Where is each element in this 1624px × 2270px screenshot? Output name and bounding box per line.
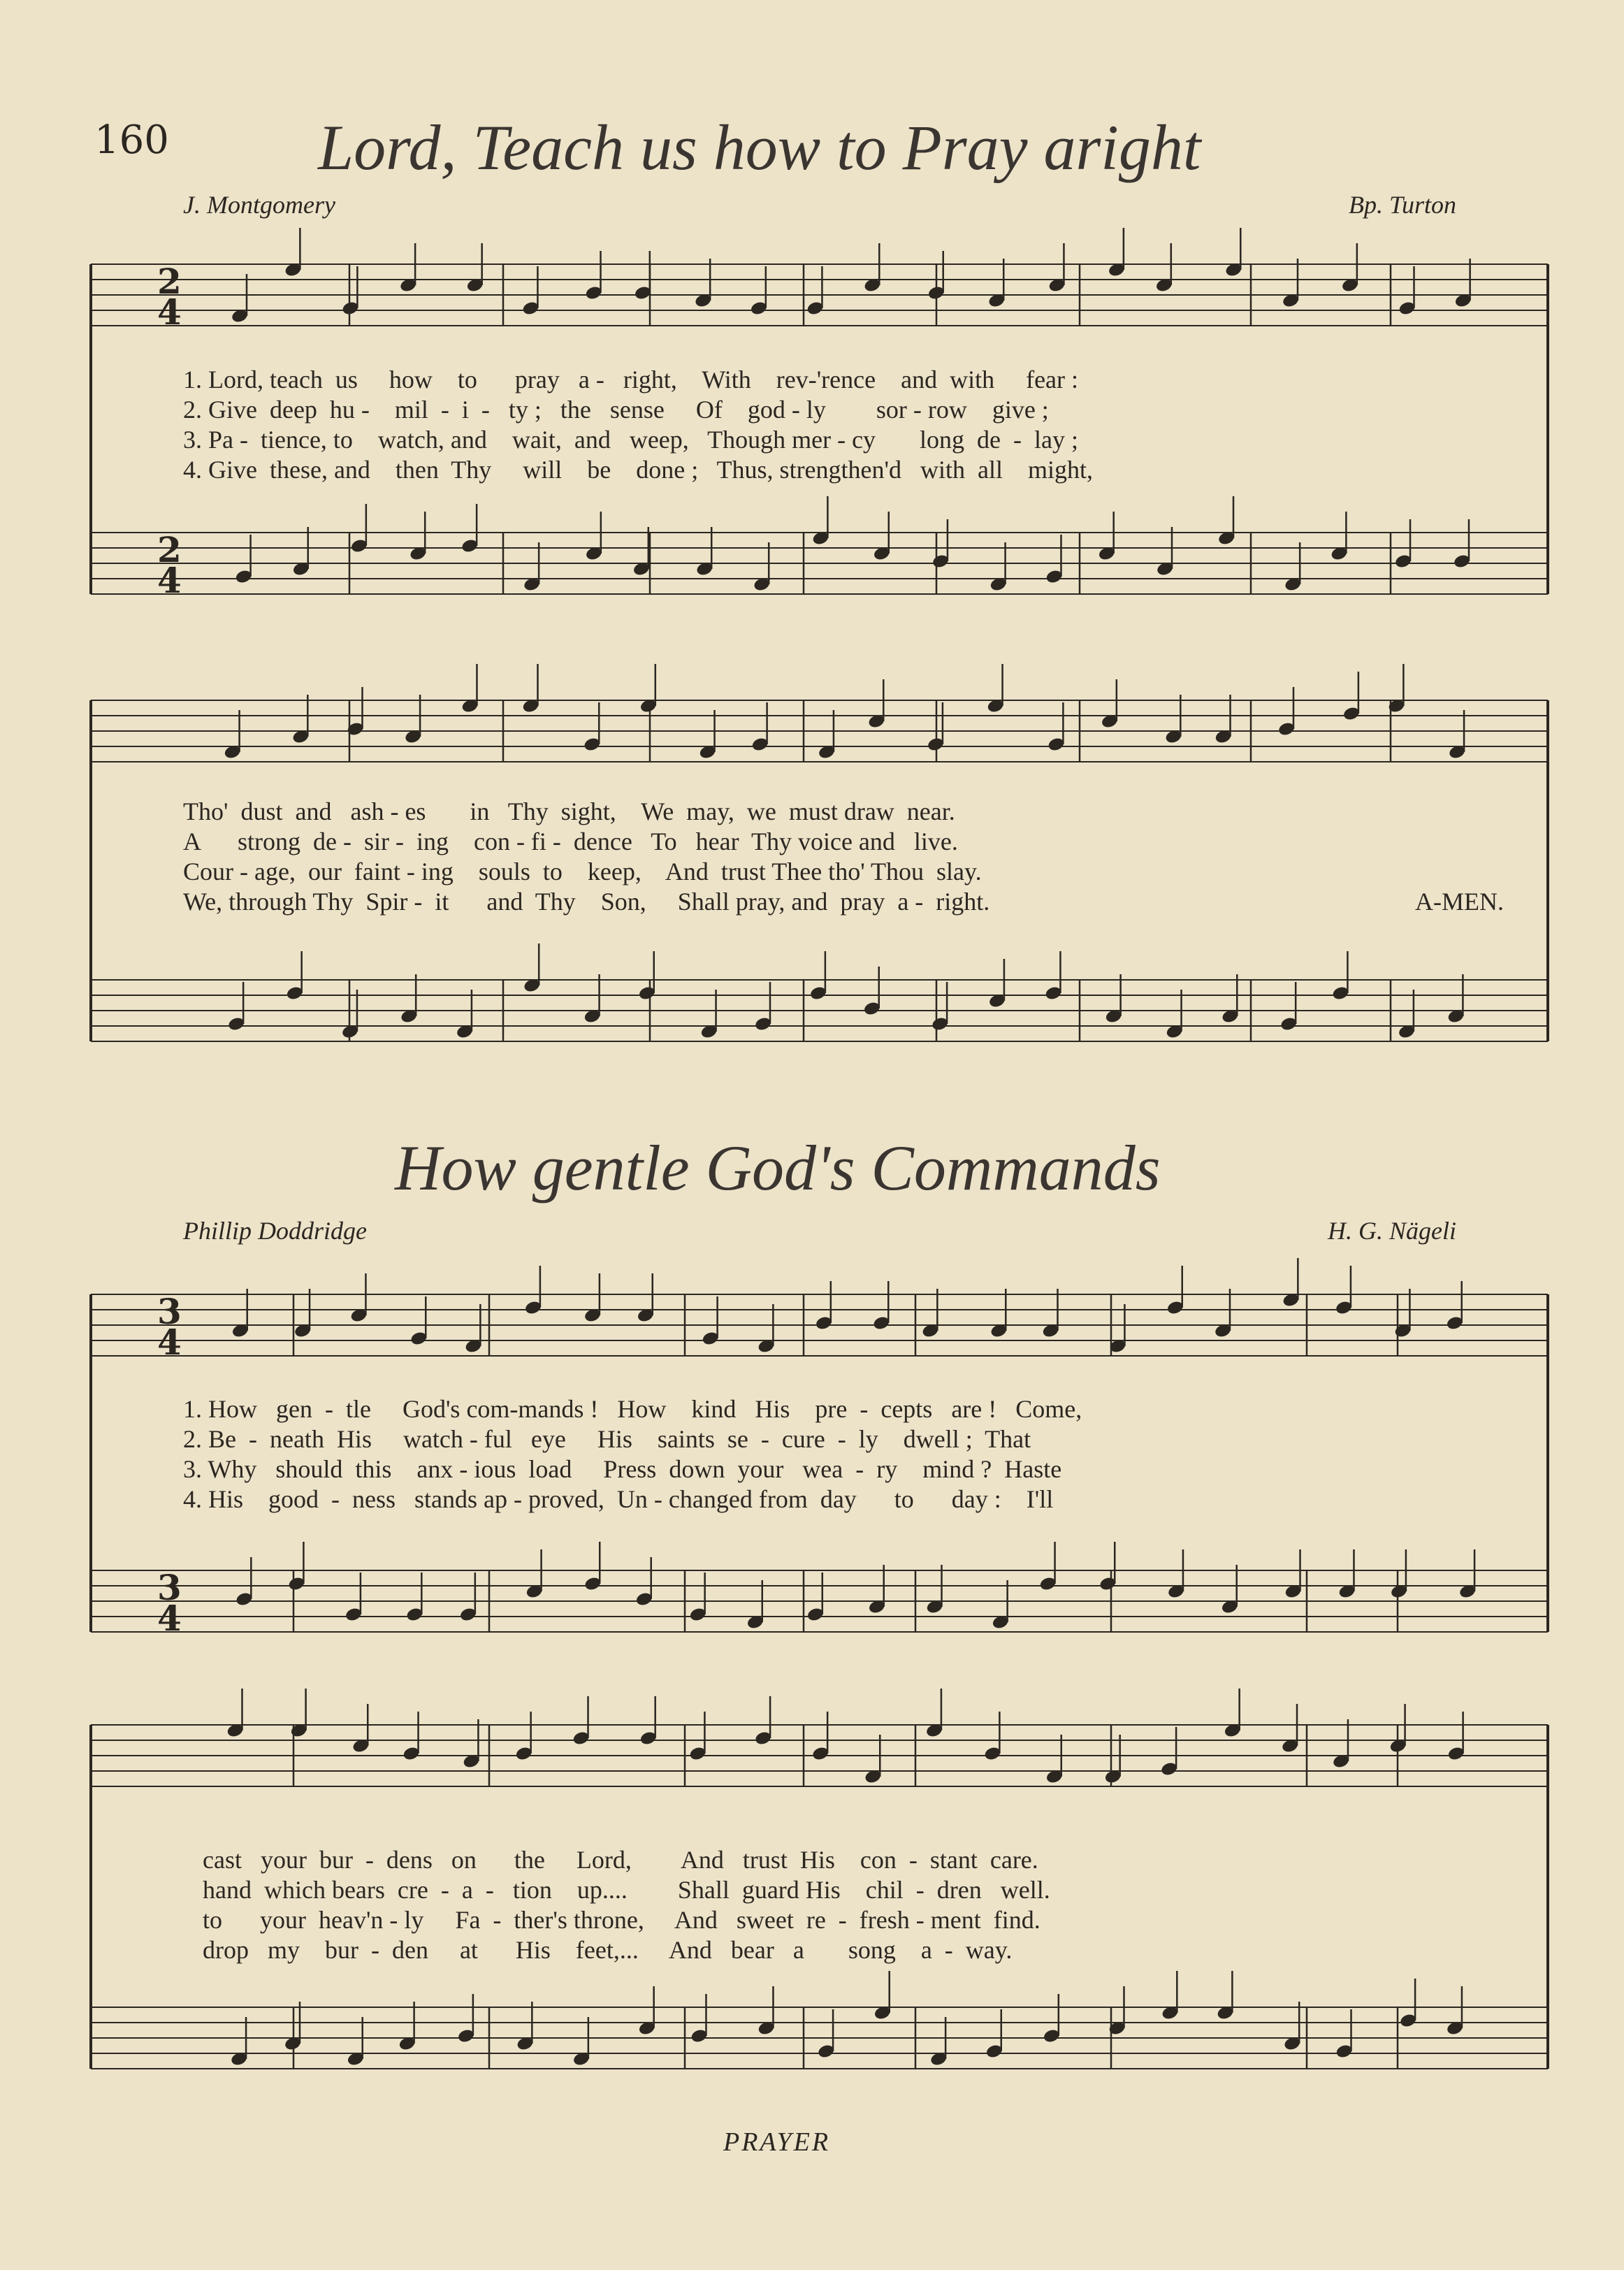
hymn-composer-2: H. G. Nägeli (1328, 1217, 1456, 1245)
svg-text:4: 4 (157, 291, 182, 333)
lyric-verse-3: to your heav'n - ly Fa - ther's throne, And sweet re - fresh - ment find. (203, 1906, 1041, 1934)
svg-text:3: 3 (157, 1291, 182, 1332)
lyric-verse-3: 3. Why should this anx - ious load Press down your wea - ry mind ? Haste (183, 1455, 1062, 1483)
hymn-composer-1: Bp. Turton (1348, 191, 1456, 219)
lyric-verse-3: Cour - age, our faint - ing souls to keep, And trust Thee tho' Thou slay. (183, 858, 982, 885)
lyric-verse-1: 1. How gen - tle God's com-mands ! How kind His pre - cepts are ! Come, (183, 1395, 1082, 1423)
hymn1-system2-lyrics (183, 797, 989, 917)
lyric-verse-2: hand which bears cre - a - tion up.... Shall guard His chil - dren well. (203, 1876, 1050, 1904)
lyric-verse-4: 4. Give these, and then Thy will be done ; Thus, strengthen'd with all might, (183, 456, 1093, 484)
hymn-author-2: Phillip Doddridge (183, 1217, 367, 1245)
lyric-verse-1: cast your bur - dens on the Lord, And trust His con - stant care. (203, 1846, 1038, 1874)
lyric-verse-3: 3. Pa - tience, to watch, and wait, and weep, Though mer - cy long de - lay ; (183, 426, 1079, 454)
svg-text:3: 3 (157, 1567, 182, 1608)
lyric-verse-2: A strong de - sir - ing con - fi - dence To hear Thy voice and live. (183, 827, 958, 855)
lyric-verse-2: 2. Give deep hu - mil - i - ty ; the sense Of god - ly sor - row give ; (183, 396, 1049, 424)
lyric-verse-1: 1. Lord, teach us how to pray a - right, With rev-'rence and with fear : (183, 366, 1079, 393)
lyric-verse-1: Tho' dust and ash - es in Thy sight, We may, we must draw near. (183, 797, 955, 825)
svg-text:4: 4 (157, 560, 182, 601)
hymn2-system2-lyrics (203, 1845, 1050, 1965)
hymn1-system1-lyrics (183, 365, 1093, 485)
page-number: 160 (94, 117, 169, 163)
svg-text:4: 4 (157, 1598, 182, 1639)
amen-text: A-MEN. (1415, 888, 1504, 916)
hymn-author-1: J. Montgomery (183, 191, 335, 219)
lyric-verse-4: drop my bur - den at His feet,... And bear a song a - way. (203, 1936, 1013, 1964)
hymn-title-2: How gentle God's Commands (395, 1132, 1161, 1203)
lyric-verse-2: 2. Be - neath His watch - ful eye His saints se - cure - ly dwell ; That (183, 1425, 1031, 1453)
section-footer: PRAYER (723, 2127, 831, 2157)
svg-text:2: 2 (157, 529, 182, 570)
lyric-verse-4: 4. His good - ness stands ap - proved, Un - changed from day to day : I'll (183, 1485, 1054, 1513)
lyric-verse-4: We, through Thy Spir - it and Thy Son, Shall pray, and pray a - right. (183, 888, 990, 916)
hymn2-system1-lyrics (183, 1394, 1082, 1514)
svg-text:4: 4 (157, 1322, 182, 1363)
hymn-title-1: Lord, Teach us how to Pray aright (318, 112, 1201, 183)
svg-text:2: 2 (157, 261, 182, 302)
